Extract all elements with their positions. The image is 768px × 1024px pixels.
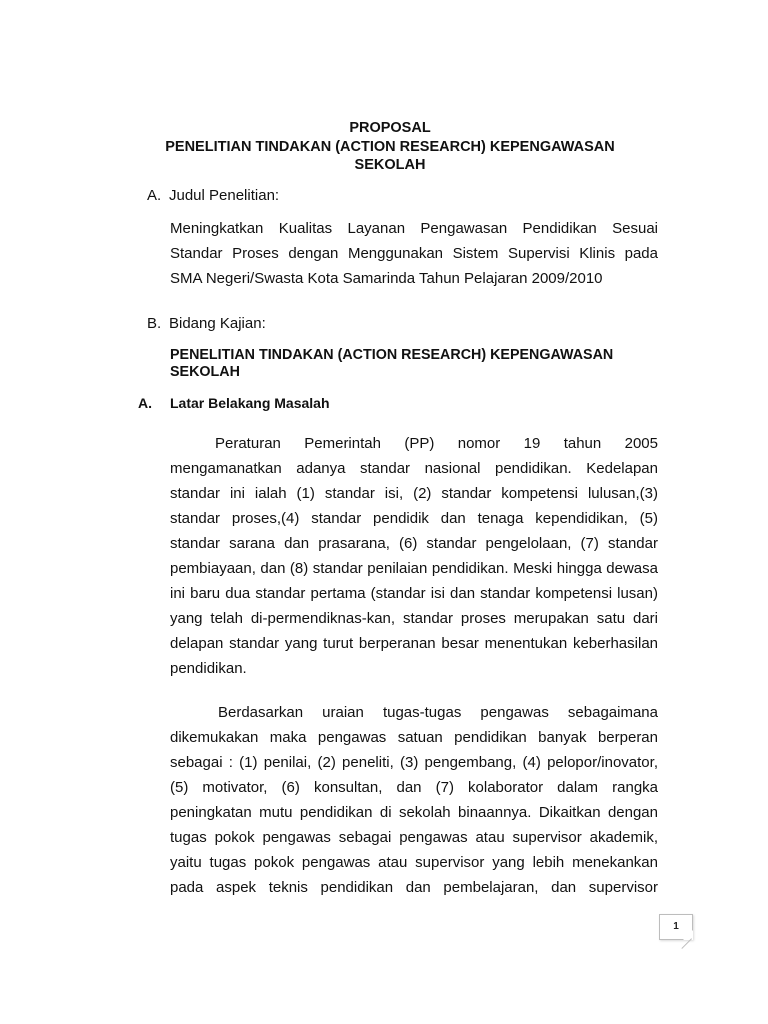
text-line: delapan standar yang turut berperanan besar menentukan keberhasilan bbox=[170, 635, 658, 652]
text-line: (5) motivator, (6) konsultan, dan (7) kolaborator dalam rangka bbox=[170, 779, 658, 796]
document-title bbox=[120, 119, 660, 175]
text-line: yaitu tugas pokok pengawas atau supervisor yang lebih menekankan bbox=[170, 854, 658, 871]
text-line: peningkatan mutu pendidikan di sekolah binaannya. Dikaitkan dengan bbox=[170, 804, 658, 821]
text-line: Peraturan Pemerintah (PP) nomor 19 tahun 2005 bbox=[215, 435, 658, 452]
text-line: Standar Proses dengan Menggunakan Sistem Supervisi Klinis pada bbox=[170, 245, 658, 262]
text-line: tugas pokok pengawas sebagai pengawas atau supervisor akademik, bbox=[170, 829, 658, 846]
text-line: pada aspek teknis pendidikan dan pembelajaran, dan supervisor bbox=[170, 879, 658, 896]
section-a-heading bbox=[147, 186, 279, 206]
text-line: pendidikan. bbox=[170, 660, 247, 677]
title-line-2: PENELITIAN TINDAKAN (ACTION RESEARCH) KEPENGAWASAN bbox=[165, 138, 615, 155]
text-line: SMA Negeri/Swasta Kota Samarinda Tahun Pelajaran 2009/2010 bbox=[170, 270, 603, 287]
text-line: Meningkatkan Kualitas Layanan Pengawasan Pendidikan Sesuai bbox=[170, 220, 658, 237]
text-line: yang telah di-permendiknas-kan, standar proses merupakan satu dari bbox=[170, 610, 658, 627]
text-line: Berdasarkan uraian tugas-tugas pengawas sebagaimana bbox=[218, 704, 658, 721]
page-number: 1 bbox=[673, 921, 679, 932]
judul-paragraph bbox=[170, 216, 658, 291]
text-line: mengamanatkan adanya standar nasional pendidikan. Kedelapan bbox=[170, 460, 658, 477]
text-line: standar sarana dan prasarana, (6) standar pengelolaan, (7) standar bbox=[170, 535, 658, 552]
text-line: dikemukakan maka pengawas satuan pendidikan banyak berperan bbox=[170, 729, 658, 746]
section-a-label: Judul Penelitian: bbox=[169, 187, 280, 204]
bidang-kajian-heading bbox=[170, 347, 650, 381]
paragraph-2 bbox=[170, 700, 658, 900]
latar-label: Latar Belakang Masalah bbox=[170, 395, 330, 411]
text-line: ini baru dua standar pertama (standar isi dan standar kompetensi lusan) bbox=[170, 585, 658, 602]
title-line-3: SEKOLAH bbox=[354, 157, 426, 173]
bidang-line-1: PENELITIAN TINDAKAN (ACTION RESEARCH) KEPENGAWASAN bbox=[170, 347, 614, 363]
text-line: sebagai : (1) penilai, (2) peneliti, (3) pengembang, (4) pelopor/inovator, bbox=[170, 754, 658, 771]
bidang-line-2: SEKOLAH bbox=[170, 364, 240, 380]
section-b-heading bbox=[147, 314, 266, 334]
page-number-badge bbox=[659, 914, 693, 940]
latar-belakang-heading bbox=[138, 394, 330, 412]
section-b-letter: B. bbox=[147, 315, 162, 332]
paragraph-1 bbox=[170, 431, 658, 681]
text-line: standar ini ialah (1) standar isi, (2) standar kompetensi lulusan,(3) bbox=[170, 485, 658, 502]
text-line: standar proses,(4) standar pendidik dan tenaga kependidikan, (5) bbox=[170, 510, 658, 527]
title-line-1: PROPOSAL bbox=[349, 120, 431, 136]
latar-letter: A. bbox=[138, 395, 152, 411]
section-a-letter: A. bbox=[147, 187, 162, 204]
text-line: pembiayaan, dan (8) standar penilaian pendidikan. Meski hingga dewasa bbox=[170, 560, 658, 577]
section-b-label: Bidang Kajian: bbox=[169, 315, 266, 332]
